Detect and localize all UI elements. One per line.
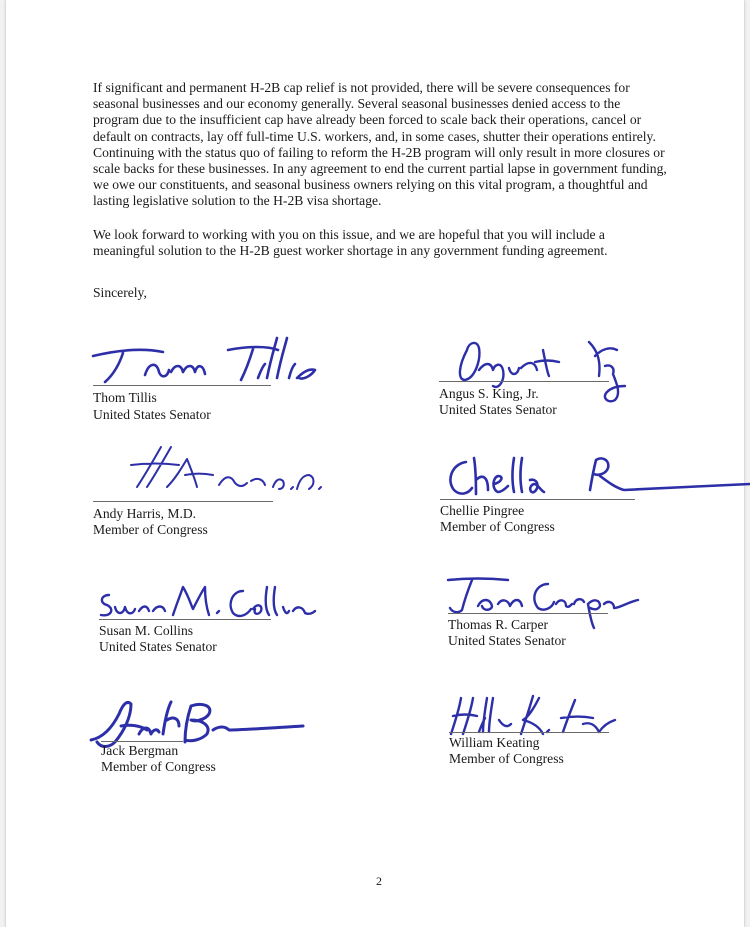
letter-page [6,0,744,927]
closing-salutation: Sincerely, [93,285,147,300]
signatory-title: Member of Congress [440,519,555,534]
signatory-title: United States Senator [448,633,566,648]
signature-pingree [440,450,750,505]
page-number: 2 [376,874,382,888]
signatory-title: United States Senator [439,402,557,417]
signatory-name: Thom Tillis [93,390,157,405]
signatory-title: Member of Congress [101,759,216,774]
signatory-name: Chellie Pingree [440,503,525,518]
body-paragraph-2: We look forward to working with you on this issue, and we are hopeful that you will include a meaningful solution to the H-2B guest worker shortage in any government funding agreement. [93,227,608,259]
signatory-name: Jack Bergman [101,743,179,758]
signatory-title: United States Senator [93,407,211,422]
signatory-title: Member of Congress [93,522,208,537]
signatory-name: Andy Harris, M.D. [93,506,197,521]
signatory-name: William Keating [449,735,540,750]
signature-collins [93,575,333,625]
signatory-title: Member of Congress [449,751,564,766]
signature-tillis [63,320,303,390]
signatory-name: Susan M. Collins [99,623,194,638]
signatory-title: United States Senator [99,639,217,654]
signature-harris [123,435,343,500]
signatory-name: Angus S. King, Jr. [439,386,539,401]
signatory-name: Thomas R. Carper [448,617,549,632]
body-paragraph-1: If significant and permanent H-2B cap relief is not provided, there will be severe consequences for seasonal businesses and our economy generally. Several seasonal businesses denied access to the program due to the insufficient cap have already been forced to scale back their operations, cancel or default on contracts, lay off full-time U.S. workers, and, in some cases, shutter their operations entirely. Continuing with the status quo of failing to reform the H-2B program will only result in more closures or scale backs for these businesses. In any agreement to end the current partial lapse in government funding, we owe our constituents, and seasonal business owners relying on this vital program, a thoughtful and lasting legislative solution to the H-2B visa shortage. [93,80,667,209]
